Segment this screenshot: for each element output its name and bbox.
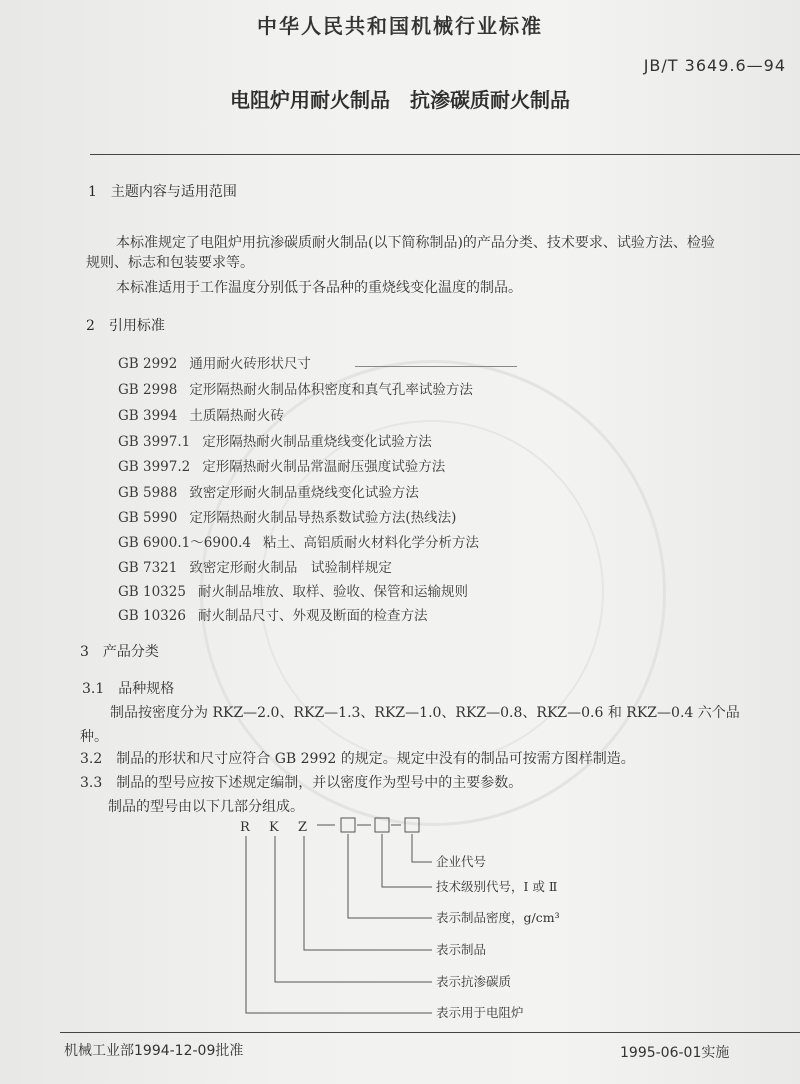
standard-number: JB/T 3649.6—94 bbox=[643, 56, 786, 75]
section-3-1-line-1: 制品按密度分为 RKZ—2.0、RKZ—1.3、RKZ—1.0、RKZ—0.8、RKZ—0.6 和 RKZ—0.4 六个品 bbox=[110, 705, 740, 721]
reference-title: 定形隔热耐火制品导热系数试验方法(热线法) bbox=[189, 510, 457, 526]
reference-code: GB 3994 bbox=[118, 408, 178, 424]
section-3-3: 3.3 制品的型号应按下述规定编制，并以密度作为型号中的主要参数。 bbox=[80, 775, 523, 791]
code-box-density bbox=[341, 818, 355, 832]
code-box-enterprise bbox=[405, 818, 419, 832]
section-1-paragraph-1-line-2: 规则、标志和包装要求等。 bbox=[86, 255, 254, 271]
reference-title: 致密定形耐火制品重烧线变化试验方法 bbox=[189, 485, 419, 501]
reference-title: 通用耐火砖形状尺寸 bbox=[189, 356, 311, 372]
reference-code: GB 3997.2 bbox=[118, 459, 191, 475]
code-box-grade bbox=[375, 818, 389, 832]
reference-code: GB 7321 bbox=[118, 560, 178, 576]
organization-header: 中华人民共和国机械行业标准 bbox=[257, 14, 543, 38]
reference-title: 致密定形耐火制品 试验制样规定 bbox=[189, 560, 392, 576]
reference-code: GB 6900.1～6900.4 bbox=[118, 535, 251, 551]
implementation-date: 1995-06-01实施 bbox=[620, 1045, 730, 1061]
section-1-paragraph-1-line-1: 本标准规定了电阻炉用抗渗碳质耐火制品(以下简称制品)的产品分类、技术要求、试验方法、检验 bbox=[116, 235, 715, 251]
section-3-2: 3.2 制品的形状和尺寸应符合 GB 2992 的规定。规定中没有的制品可按需方图样制造。 bbox=[80, 751, 635, 767]
reference-title: 耐火制品尺寸、外观及断面的检查方法 bbox=[197, 608, 428, 624]
reference-title: 定形隔热耐火制品常温耐压强度试验方法 bbox=[202, 459, 446, 475]
diagram-label-anti-carburizing: 表示抗渗碳质 bbox=[436, 974, 512, 989]
reference-title: 粘土、高铝质耐火材料化学分析方法 bbox=[262, 535, 479, 551]
model-letter-z: Z bbox=[298, 820, 308, 835]
document-title: 电阻炉用耐火制品 抗渗碳质耐火制品 bbox=[230, 88, 570, 112]
reference-title: 耐火制品堆放、取样、验收、保管和运输规则 bbox=[197, 584, 468, 600]
diagram-label-density: 表示制品密度，g/cm³ bbox=[436, 910, 560, 925]
section-3-3-subtitle: 制品的型号由以下几部分组成。 bbox=[108, 799, 304, 815]
section-1-heading: 1 主题内容与适用范围 bbox=[88, 184, 237, 200]
diagram-label-grade-code: 技术级别代号，Ⅰ 或 Ⅱ bbox=[436, 879, 558, 894]
section-3-1-line-2: 种。 bbox=[80, 729, 108, 745]
reference-code: GB 5988 bbox=[118, 485, 178, 501]
footer-rule bbox=[60, 1032, 800, 1033]
reference-code: GB 3997.1 bbox=[118, 434, 191, 450]
reference-title: 土质隔热耐火砖 bbox=[189, 408, 284, 424]
section-3-1-heading: 3.1 品种规格 bbox=[82, 681, 175, 697]
model-letter-r: R bbox=[240, 820, 250, 835]
section-1-paragraph-2: 本标准适用于工作温度分别低于各品种的重烧线变化温度的制品。 bbox=[116, 280, 522, 296]
approval-date: 机械工业部1994-12-09批准 bbox=[64, 1043, 244, 1059]
reference-code: GB 5990 bbox=[118, 510, 178, 526]
diagram-label-enterprise-code: 企业代号 bbox=[436, 854, 487, 869]
diagram-label-resistance-furnace: 表示用于电阻炉 bbox=[436, 1005, 524, 1020]
reference-code: GB 2992 bbox=[118, 356, 178, 372]
reference-code: GB 10326 bbox=[118, 608, 186, 624]
model-letter-k: K bbox=[269, 820, 279, 835]
section-3-heading: 3 产品分类 bbox=[80, 644, 159, 660]
reference-code: GB 2998 bbox=[118, 382, 178, 398]
diagram-label-product: 表示制品 bbox=[436, 942, 487, 957]
reference-title: 定形隔热耐火制品体积密度和真气孔率试验方法 bbox=[189, 382, 473, 398]
reference-code: GB 10325 bbox=[118, 584, 186, 600]
reference-title: 定形隔热耐火制品重烧线变化试验方法 bbox=[202, 434, 432, 450]
section-2-heading: 2 引用标准 bbox=[86, 318, 165, 334]
